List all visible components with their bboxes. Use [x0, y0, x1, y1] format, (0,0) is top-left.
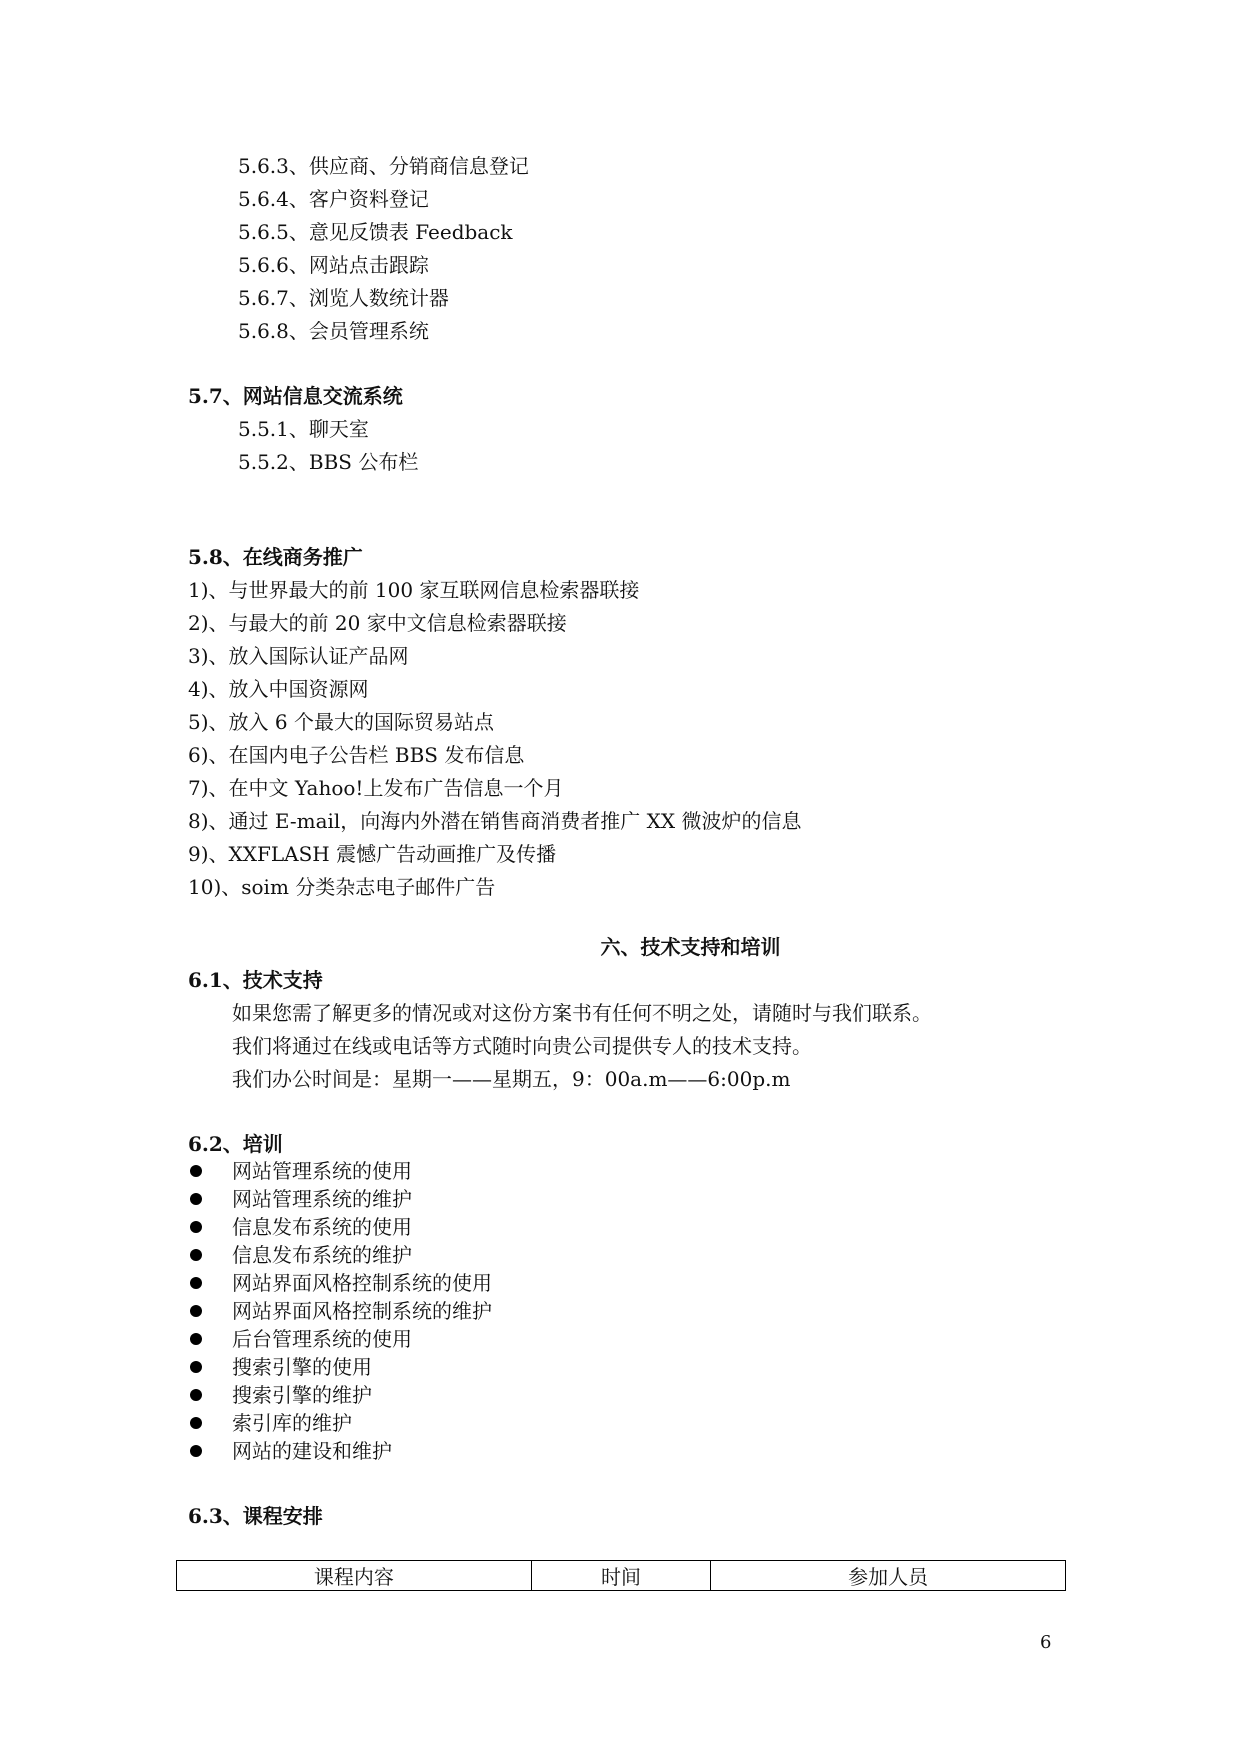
training-item-8: 搜索引擎的使用	[232, 1355, 372, 1379]
item-5-5-2: 5.5.2、BBS 公布栏	[238, 450, 419, 474]
promo-item-9: 9)、XXFLASH 震憾广告动画推广及传播	[188, 842, 557, 866]
page-number: 6	[1040, 1632, 1052, 1653]
bullet-icon	[190, 1305, 202, 1317]
heading-5-8: 5.8、在线商务推广	[188, 545, 363, 569]
bullet-icon	[190, 1221, 202, 1233]
table-header-time: 时间	[531, 1561, 711, 1591]
training-item-4: 信息发布系统的维护	[232, 1243, 412, 1267]
bullet-icon	[190, 1165, 202, 1177]
promo-item-7: 7)、在中文 Yahoo!上发布广告信息一个月	[188, 776, 564, 800]
promo-item-10: 10)、soim 分类杂志电子邮件广告	[188, 875, 496, 899]
promo-item-5: 5)、放入 6 个最大的国际贸易站点	[188, 710, 494, 734]
table-header-participants: 参加人员	[711, 1561, 1066, 1591]
table-header-row	[177, 1561, 1066, 1591]
bullet-icon	[190, 1249, 202, 1261]
training-item-11: 网站的建设和维护	[232, 1439, 392, 1463]
bullet-icon	[190, 1417, 202, 1429]
item-5-6-5: 5.6.5、意见反馈表 Feedback	[238, 220, 513, 244]
table-header-course: 课程内容	[177, 1561, 532, 1591]
heading-6-3: 6.3、课程安排	[188, 1504, 323, 1528]
training-item-10: 索引库的维护	[232, 1411, 352, 1435]
item-5-6-7: 5.6.7、浏览人数统计器	[238, 286, 449, 310]
support-paragraph-3: 我们办公时间是：星期一——星期五，9：00a.m——6:00p.m	[232, 1067, 791, 1091]
heading-6-1: 6.1、技术支持	[188, 968, 323, 992]
heading-6-2: 6.2、培训	[188, 1132, 283, 1156]
item-5-6-6: 5.6.6、网站点击跟踪	[238, 253, 429, 277]
bullet-icon	[190, 1389, 202, 1401]
item-5-6-8: 5.6.8、会员管理系统	[238, 319, 429, 343]
chapter-6-title: 六、技术支持和培训	[600, 935, 781, 959]
promo-item-1: 1)、与世界最大的前 100 家互联网信息检索器联接	[188, 578, 640, 602]
training-item-1: 网站管理系统的使用	[232, 1159, 412, 1183]
promo-item-8: 8)、通过 E-mail，向海内外潜在销售商消费者推广 XX 微波炉的信息	[188, 809, 802, 833]
bullet-icon	[190, 1193, 202, 1205]
bullet-icon	[190, 1445, 202, 1457]
item-5-6-4: 5.6.4、客户资料登记	[238, 187, 429, 211]
training-item-5: 网站界面风格控制系统的使用	[232, 1271, 492, 1295]
training-item-6: 网站界面风格控制系统的维护	[232, 1299, 492, 1323]
bullet-icon	[190, 1277, 202, 1289]
promo-item-4: 4)、放入中国资源网	[188, 677, 369, 701]
promo-item-3: 3)、放入国际认证产品网	[188, 644, 409, 668]
item-5-5-1: 5.5.1、聊天室	[238, 417, 369, 441]
training-item-7: 后台管理系统的使用	[232, 1327, 412, 1351]
item-5-6-3: 5.6.3、供应商、分销商信息登记	[238, 154, 529, 178]
bullet-icon	[190, 1333, 202, 1345]
training-item-2: 网站管理系统的维护	[232, 1187, 412, 1211]
support-paragraph-2: 我们将通过在线或电话等方式随时向贵公司提供专人的技术支持。	[232, 1034, 812, 1058]
promo-item-6: 6)、在国内电子公告栏 BBS 发布信息	[188, 743, 525, 767]
bullet-icon	[190, 1361, 202, 1373]
heading-5-7: 5.7、网站信息交流系统	[188, 384, 403, 408]
promo-item-2: 2)、与最大的前 20 家中文信息检索器联接	[188, 611, 567, 635]
support-paragraph-1: 如果您需了解更多的情况或对这份方案书有任何不明之处，请随时与我们联系。	[232, 1001, 932, 1025]
training-item-9: 搜索引擎的维护	[232, 1383, 372, 1407]
training-item-3: 信息发布系统的使用	[232, 1215, 412, 1239]
course-schedule-table	[176, 1560, 1066, 1591]
